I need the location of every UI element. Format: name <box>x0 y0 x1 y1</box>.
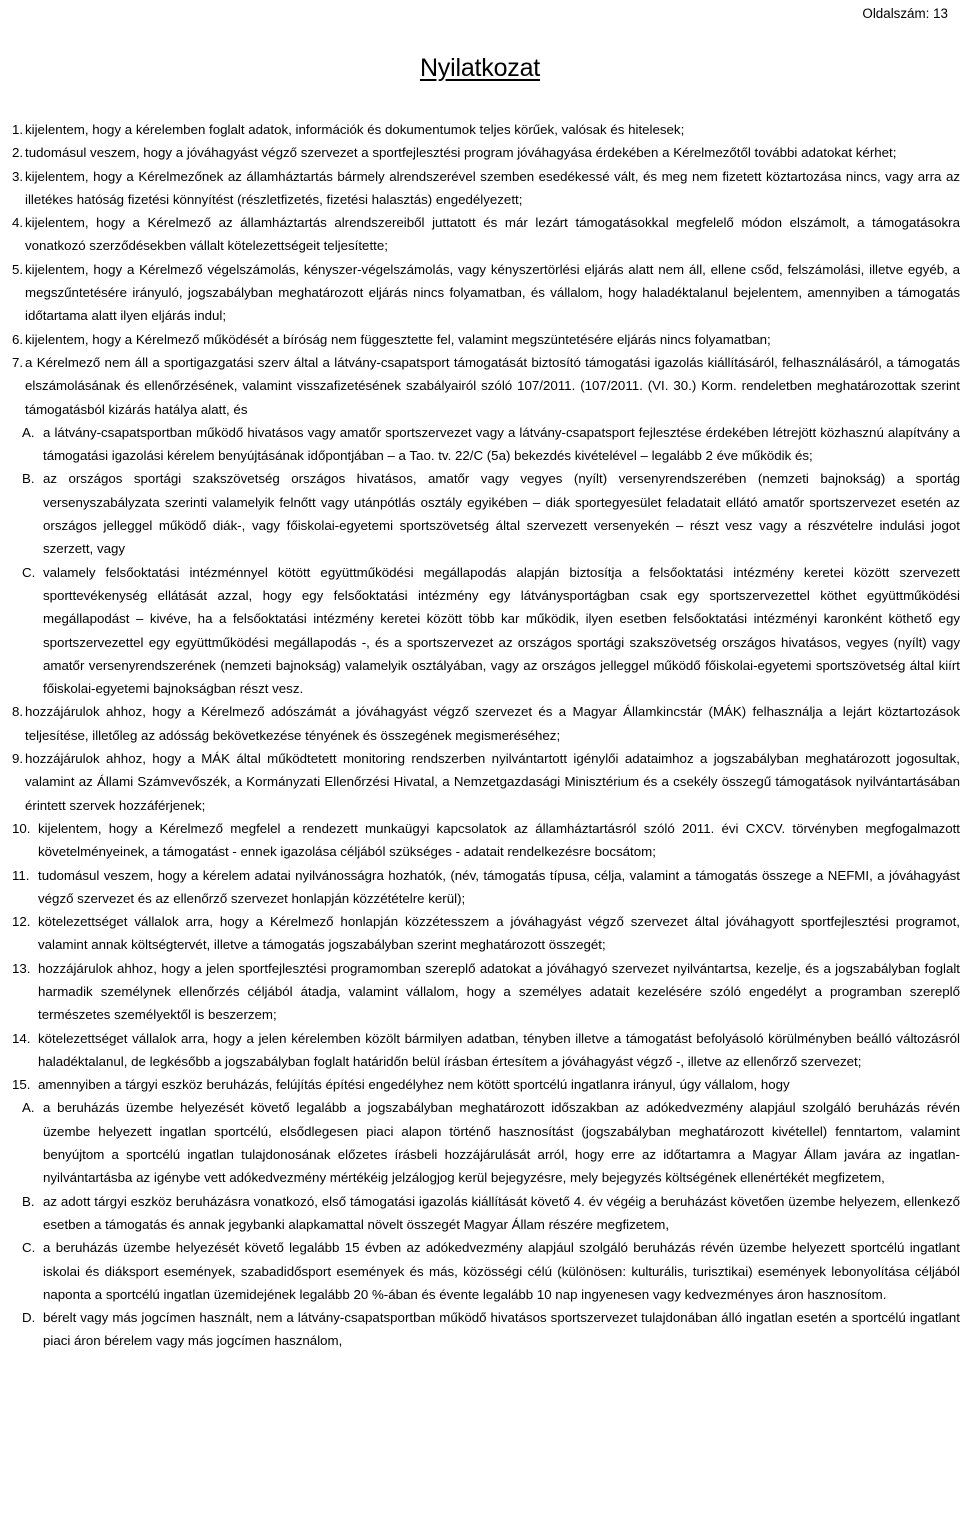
sub-item-letter: C. <box>22 564 36 580</box>
list-item <box>12 351 960 421</box>
sub-item <box>12 561 960 701</box>
sub-item-letter: D. <box>22 1310 36 1326</box>
page-title: Nyilatkozat <box>419 54 541 82</box>
sub-item-text: bérelt vagy más jogcímen használt, nem a látvány-csapatsportban működő hivatásos sportszervezet tulajdonában álló ingatlan esetén a sportcélú ingatlant piaci áron bérelem vagy más jogcímen használom, <box>43 1310 960 1349</box>
list-item-text: kijelentem, hogy a kérelemben foglalt adatok, információk és dokumentumok teljes körűek, valósak és hitelesek; <box>25 122 685 137</box>
list-item <box>12 817 960 864</box>
sub-item <box>12 1096 960 1189</box>
sub-item <box>12 1236 960 1306</box>
list-item-text: kijelentem, hogy a Kérelmező végelszámolás, kényszer-végelszámolás, vagy kényszertörlési eljárás alatt nem áll, ellene csőd, felszámolási, illetve egyéb, a megszűntetésére irányuló, jogszabályban meghatározott eljárás nincs folyamatban, és vállalom, hogy haladéktalanul bejelentem, amennyiben a támogatás időtartama alatt ilyen eljárás indul; <box>25 261 960 324</box>
list-item-text: kijelentem, hogy a Kérelmező az államháztartás alrendszereiből juttatott és már lezárt támogatásokkal megfelelő módon elszámolt, a támogatásokra vonatkozó szerződésekben vállalt kötelezettségeit teljesítette; <box>25 215 960 254</box>
sub-item-text: az adott tárgyi eszköz beruházásra vonatkozó, első támogatási igazolás kiállítását követő 4. év végéig a beruházást követően üzembe helyezem, ellenkező esetben a támogatás és annak jegybanki alapkamattal növelt összegét Magyar Állam részére megfizetem, <box>43 1193 960 1232</box>
list-item <box>12 1027 960 1074</box>
sub-item-letter: B. <box>22 1193 35 1209</box>
list-item-number: 10. <box>12 820 31 836</box>
sub-item-letter: A. <box>22 1100 35 1116</box>
sub-item-letter: B. <box>22 471 35 487</box>
list-item-number: 2. <box>12 145 24 161</box>
list-item-number: 4. <box>12 215 24 231</box>
list-item-number: 6. <box>12 331 24 347</box>
list-item <box>12 700 960 747</box>
list-item-text: a Kérelmező nem áll a sportigazgatási szerv által a látvány-csapatsport támogatását biztosító támogatási igazolás kiállításáról, felhasználásáról, a támogatás elszámolásának és ellenőrzésének, valamint visszafizetésének szabályairól szóló 107/2011. (107/2011. (VI. 30.) Korm. rendeletben meghatározottak szerint támogatásból kizárás hatálya alatt, és <box>25 354 960 417</box>
list-item <box>12 864 960 911</box>
list-item-number: 7. <box>12 354 24 370</box>
list-item-number: 15. <box>12 1077 31 1093</box>
list-item <box>12 141 960 164</box>
sub-item-text: a beruházás üzembe helyezését követő legalább a jogszabályban meghatározott időszakban az adókedvezmény alapjául szolgáló beruházás révén üzembe helyezett ingatlan sportcélú, elsődlegesen piaci alapon történő hasznosítást (jogszabályban meghatározott kivétellel) fenntartom, valamint benyújtom a sportcélú ingatlan tulajdonosának előzetes írásbeli hozzájárulását arról, hogy erre az időtartamra a Magyar Állam javára az ingatlan-nyilvántartásba az igénybe vett adókedvezmény mértékéig jelzálogjog kerül bejegyzésre, mely bejegyzés költségének ellenértékét megfizetem, <box>43 1100 960 1186</box>
list-item-number: 11. <box>12 867 30 883</box>
list-item-text: kötelezettséget vállalok arra, hogy a Kérelmező honlapján közzétesszem a jóváhagyást végző szervezet által jóváhagyott sportfejlesztési programot, valamint annak költségtervét, illetve a támogatás jogszabályban szerint meghatározott összegét; <box>38 914 960 953</box>
page-number: Oldalszám: 13 <box>862 6 948 21</box>
list-item <box>12 165 960 212</box>
sub-item <box>12 1190 960 1237</box>
sub-item-text: a látvány-csapatsportban működő hivatásos vagy amatőr sportszervezet vagy a látvány-csapatsport fejlesztése érdekében létrejött közhasznú alapítvány a támogatási igazolási kérelem benyújtásának időpontjában – a Tao. tv. 22/C (5a) bekezdés kivételével – legalább 2 éve működik és; <box>43 424 960 464</box>
list-item-number: 8. <box>12 704 24 720</box>
list-item-number: 12. <box>12 914 31 930</box>
sub-item-letter: A. <box>22 424 35 440</box>
declaration-list <box>12 118 960 1353</box>
list-item-number: 3. <box>12 168 24 184</box>
list-item <box>12 258 960 328</box>
list-item-number: 13. <box>12 960 31 976</box>
list-item <box>12 957 960 1027</box>
list-item-number: 5. <box>12 261 24 277</box>
list-item-number: 1. <box>12 122 24 137</box>
list-item <box>12 747 960 817</box>
list-item-number: 14. <box>12 1030 31 1046</box>
list-item-text: kötelezettséget vállalok arra, hogy a jelen kérelemben közölt bármilyen adatban, tényben illetve a támogatást befolyásoló körülményben beálló változásról haladéktalanul, de legkésőbb a jogszabályban foglalt határidőn belül írásban értesítem a jóváhagyást végző -, illetve az ellenőrző szervezet; <box>38 1030 960 1069</box>
list-item-text: hozzájárulok ahhoz, hogy a Kérelmező adószámát a jóváhagyást végző szervezet és a Magyar Államkincstár (MÁK) felhasználja a lejárt köztartozások teljesítése, illetőleg az adósság bekövetkezése tényének és összegének megismeréséhez; <box>25 704 960 743</box>
sub-item <box>12 467 960 560</box>
list-item-text: tudomásul veszem, hogy a kérelem adatai nyilvánosságra hozhatók, (név, támogatás típusa, célja, valamint a támogatás összege a NEFMI, a jóváhagyást végző szervezet és az ellenőrző szervezet honlapján közzétételre kerül); <box>38 867 960 906</box>
list-item <box>12 211 960 258</box>
list-item <box>12 910 960 957</box>
list-item-text: kijelentem, hogy a Kérelmező működését a bíróság nem függesztette fel, valamint megszüntetésére eljárás nincs folyamatban; <box>25 331 771 347</box>
sub-item-letter: C. <box>22 1240 36 1256</box>
list-item <box>12 1073 960 1096</box>
list-item-text: amennyiben a tárgyi eszköz beruházás, felújítás építési engedélyhez nem kötött sportcélú ingatlanra irányul, úgy vállalom, hogy <box>38 1077 790 1093</box>
sub-item <box>12 421 960 468</box>
list-item-text: hozzájárulok ahhoz, hogy a MÁK által működtetett monitoring rendszerben nyilvántartott igénylői adataimhoz a jogszabályban meghatározott jogosultak, valamint az Állami Számvevőszék, a Kormányzati Ellenőrzési Hivatal, a Nemzetgazdasági Minisztérium és a csekély összegű támogatások nyilvántartásában érintett szervek hozzáférjenek; <box>25 751 960 813</box>
sub-item-text: az országos sportági szakszövetség országos hivatásos, amatőr vagy vegyes (nyílt) versenyrendszerében (nemzeti bajnokság) a sportág versenyszabályzata szerinti valamelyik felnőtt vagy utánpótlás osztály egyikében – diák sportegyesület feladatait ellátó amatőr sportszervezet esetén az országos jelleggel működő diák-, vagy főiskolai-egyetemi sportszövetség által szervezett versenyekén – részt vesz vagy a részvételre indulási jogot szerzett, vagy <box>43 471 960 557</box>
list-item-text: hozzájárulok ahhoz, hogy a jelen sportfejlesztési programomban szereplő adatokat a jóváhagyó szervezet nyilvántartsa, kezelje, és a jogszabályban foglalt harmadik személynek ellenőrzés céljából átadja, valamint vállalom, hogy a személyes adatait kezelésére szóló engedélyt a programban szereplő természetes személyektől is beszerzem; <box>38 960 960 1023</box>
list-item <box>12 118 960 141</box>
list-item-text: tudomásul veszem, hogy a jóváhagyást végző szervezet a sportfejlesztési program jóváhagyása érdekében a Kérelmezőtől további adatokat kérhet; <box>25 145 897 161</box>
list-item <box>12 328 960 351</box>
sub-item-text: valamely felsőoktatási intézménnyel kötött együttműködési megállapodás alapján biztosítja a felsőoktatási intézmény keretei között szervezett sporttevékenység ellátását azzal, hogy egy felsőoktatási intézmény egy látványsportágban csak egy sportszervezettel köthet együttműködési megállapodást – kivéve, ha a felsőoktatási intézmény keretei között több kar működik, ilyen esetben felsőoktatási intézményi karonként köthető egy sportszervezettel egy együttműködési megállapodás -, és a sportszervezet az országos sportági szakszövetség országos hivatásos, vegyes (nyílt) vagy amatőr versenyrendszerének (nemzeti bajnokság) valamelyik osztályában, vagy az országos jelleggel működő főiskolai-egyetemi sportszövetség által kiírt főiskolai-egyetemi bajnokságban részt vesz. <box>43 564 960 697</box>
list-item-number: 9. <box>12 751 24 767</box>
sub-item <box>12 1306 960 1353</box>
sub-item-text: a beruházás üzembe helyezését követő legalább 15 évben az adókedvezmény alapjául szolgáló beruházás révén üzembe helyezett sportcélú ingatlant iskolai és diáksport események, szabadidősport események és más, közösségi célú (különösen: kulturális, turisztikai) események lebonyolítása céljából naponta a sportcélú ingatlan üzemidejének legalább 20 %-ában és évente legalább 10 nap ingyenesen vagy kedvezményes áron hasznosítom. <box>43 1240 960 1302</box>
list-item-text: kijelentem, hogy a Kérelmező megfelel a rendezett munkaügyi kapcsolatok az államháztartásról szóló 2011. évi CXCV. törvényben megfogalmazott követelményeinek, a támogatást - ennek igazolása céljából szükséges - adatait rendelkezésre bocsátom; <box>38 820 960 860</box>
list-item-text: kijelentem, hogy a Kérelmezőnek az államháztartás bármely alrendszerével szemben esedékessé vált, és meg nem fizetett köztartozása nincs, vagy arra az illetékes hatóság fizetési könnyítést (részletfizetés, fizetési halasztás) engedélyezett; <box>25 168 960 207</box>
